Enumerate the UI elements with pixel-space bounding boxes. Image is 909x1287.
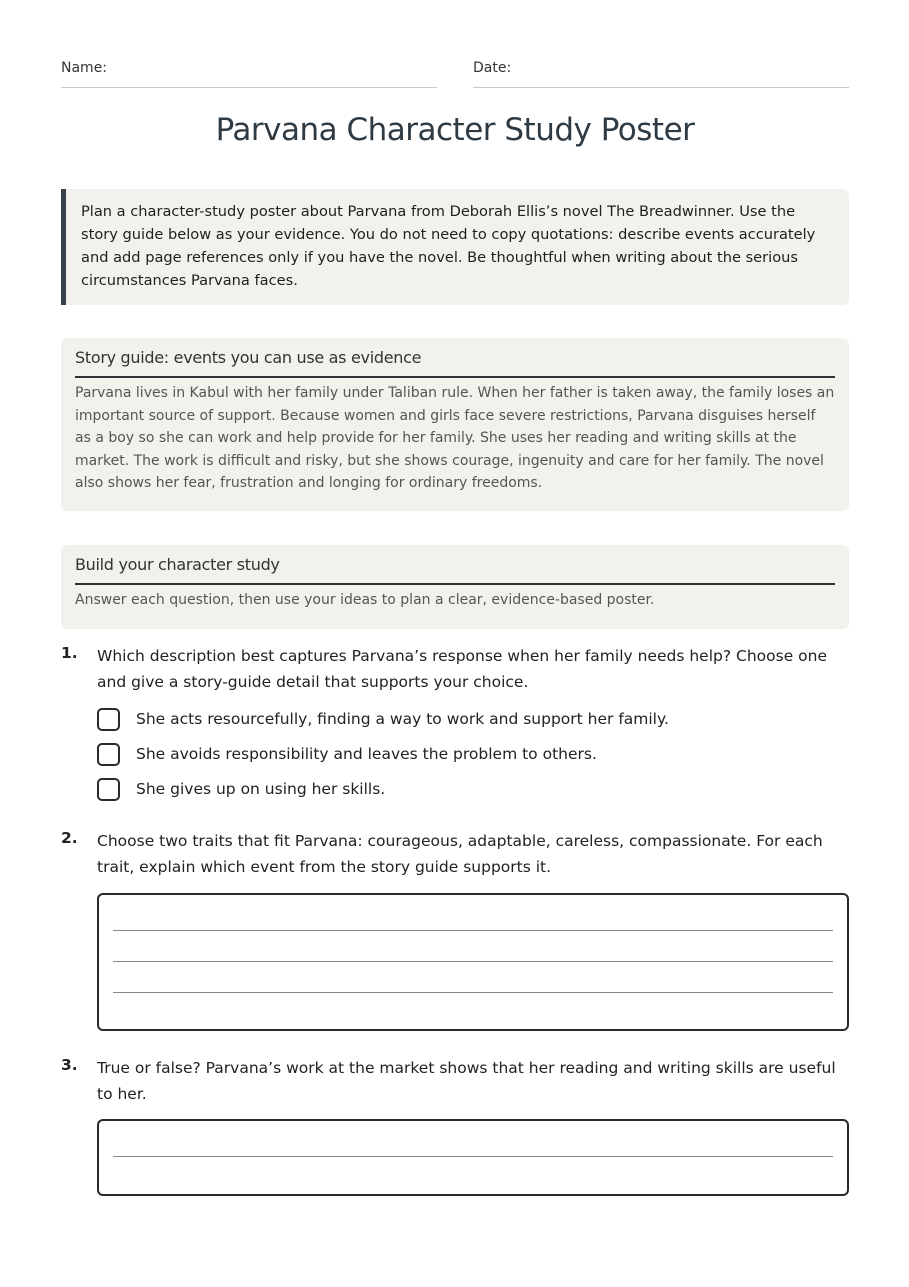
option-2[interactable] — [97, 743, 817, 771]
name-date-row — [61, 60, 849, 90]
writing-line — [113, 1156, 833, 1157]
name-label: Name: — [61, 60, 108, 76]
story-guide-panel — [61, 338, 849, 511]
answer-box[interactable] — [97, 1119, 849, 1196]
name-field[interactable] — [61, 60, 437, 88]
checkbox[interactable] — [97, 743, 120, 766]
date-label: Date: — [473, 60, 512, 76]
story-guide-text: Parvana lives in Kabul with her family under Taliban rule. When her father is taken away, the family loses an important source of support. Because women and girls face severe restrictions, Parvana disguises herself as a boy so she can work and help provide for her family. She uses her reading and writing skills at the market. The work is difficult and risky, but she shows courage, ingenuity and care for her family. The novel also shows her fear, frustration and longing for ordinary freedoms. — [75, 385, 835, 492]
question-text: Choose two traits that fit Parvana: courageous, adaptable, careless, compassionate. For each trait, explain which event from the story guide supports it. — [97, 832, 823, 876]
writing-line — [113, 930, 833, 931]
date-field[interactable] — [473, 60, 849, 88]
option-3[interactable] — [97, 778, 817, 806]
writing-line — [113, 961, 833, 962]
build-panel — [61, 545, 849, 629]
answer-box[interactable] — [97, 893, 849, 1031]
option-label: She gives up on using her skills. — [136, 780, 386, 798]
option-label: She acts resourcefully, finding a way to work and support her family. — [136, 710, 669, 728]
checkbox[interactable] — [97, 708, 120, 731]
writing-line — [113, 992, 833, 993]
question-text: Which description best captures Parvana’s response when her family needs help? Choose one and give a story-guide detail that supports your choice. — [97, 647, 827, 691]
story-guide-heading: Story guide: events you can use as evidence — [75, 348, 835, 378]
page-title: Parvana Character Study Poster — [215, 112, 695, 148]
question-number: 2. — [61, 829, 78, 847]
question-text: True or false? Parvana’s work at the market shows that her reading and writing skills are useful to her. — [97, 1059, 836, 1103]
question-number: 1. — [61, 644, 78, 662]
question-number: 3. — [61, 1056, 78, 1074]
option-1[interactable] — [97, 708, 817, 736]
checkbox[interactable] — [97, 778, 120, 801]
build-heading: Build your character study — [75, 555, 835, 585]
intro-callout: Plan a character-study poster about Parvana from Deborah Ellis’s novel The Breadwinner. Use the story guide below as your evidence. You do not need to copy quotations: describe events accurately and add page references only if you have the novel. Be thoughtful when writing about the serious circumstances Parvana faces. — [61, 189, 849, 305]
option-label: She avoids responsibility and leaves the problem to others. — [136, 745, 597, 763]
build-text: Answer each question, then use your ideas to plan a clear, evidence-based poster. — [75, 592, 655, 608]
